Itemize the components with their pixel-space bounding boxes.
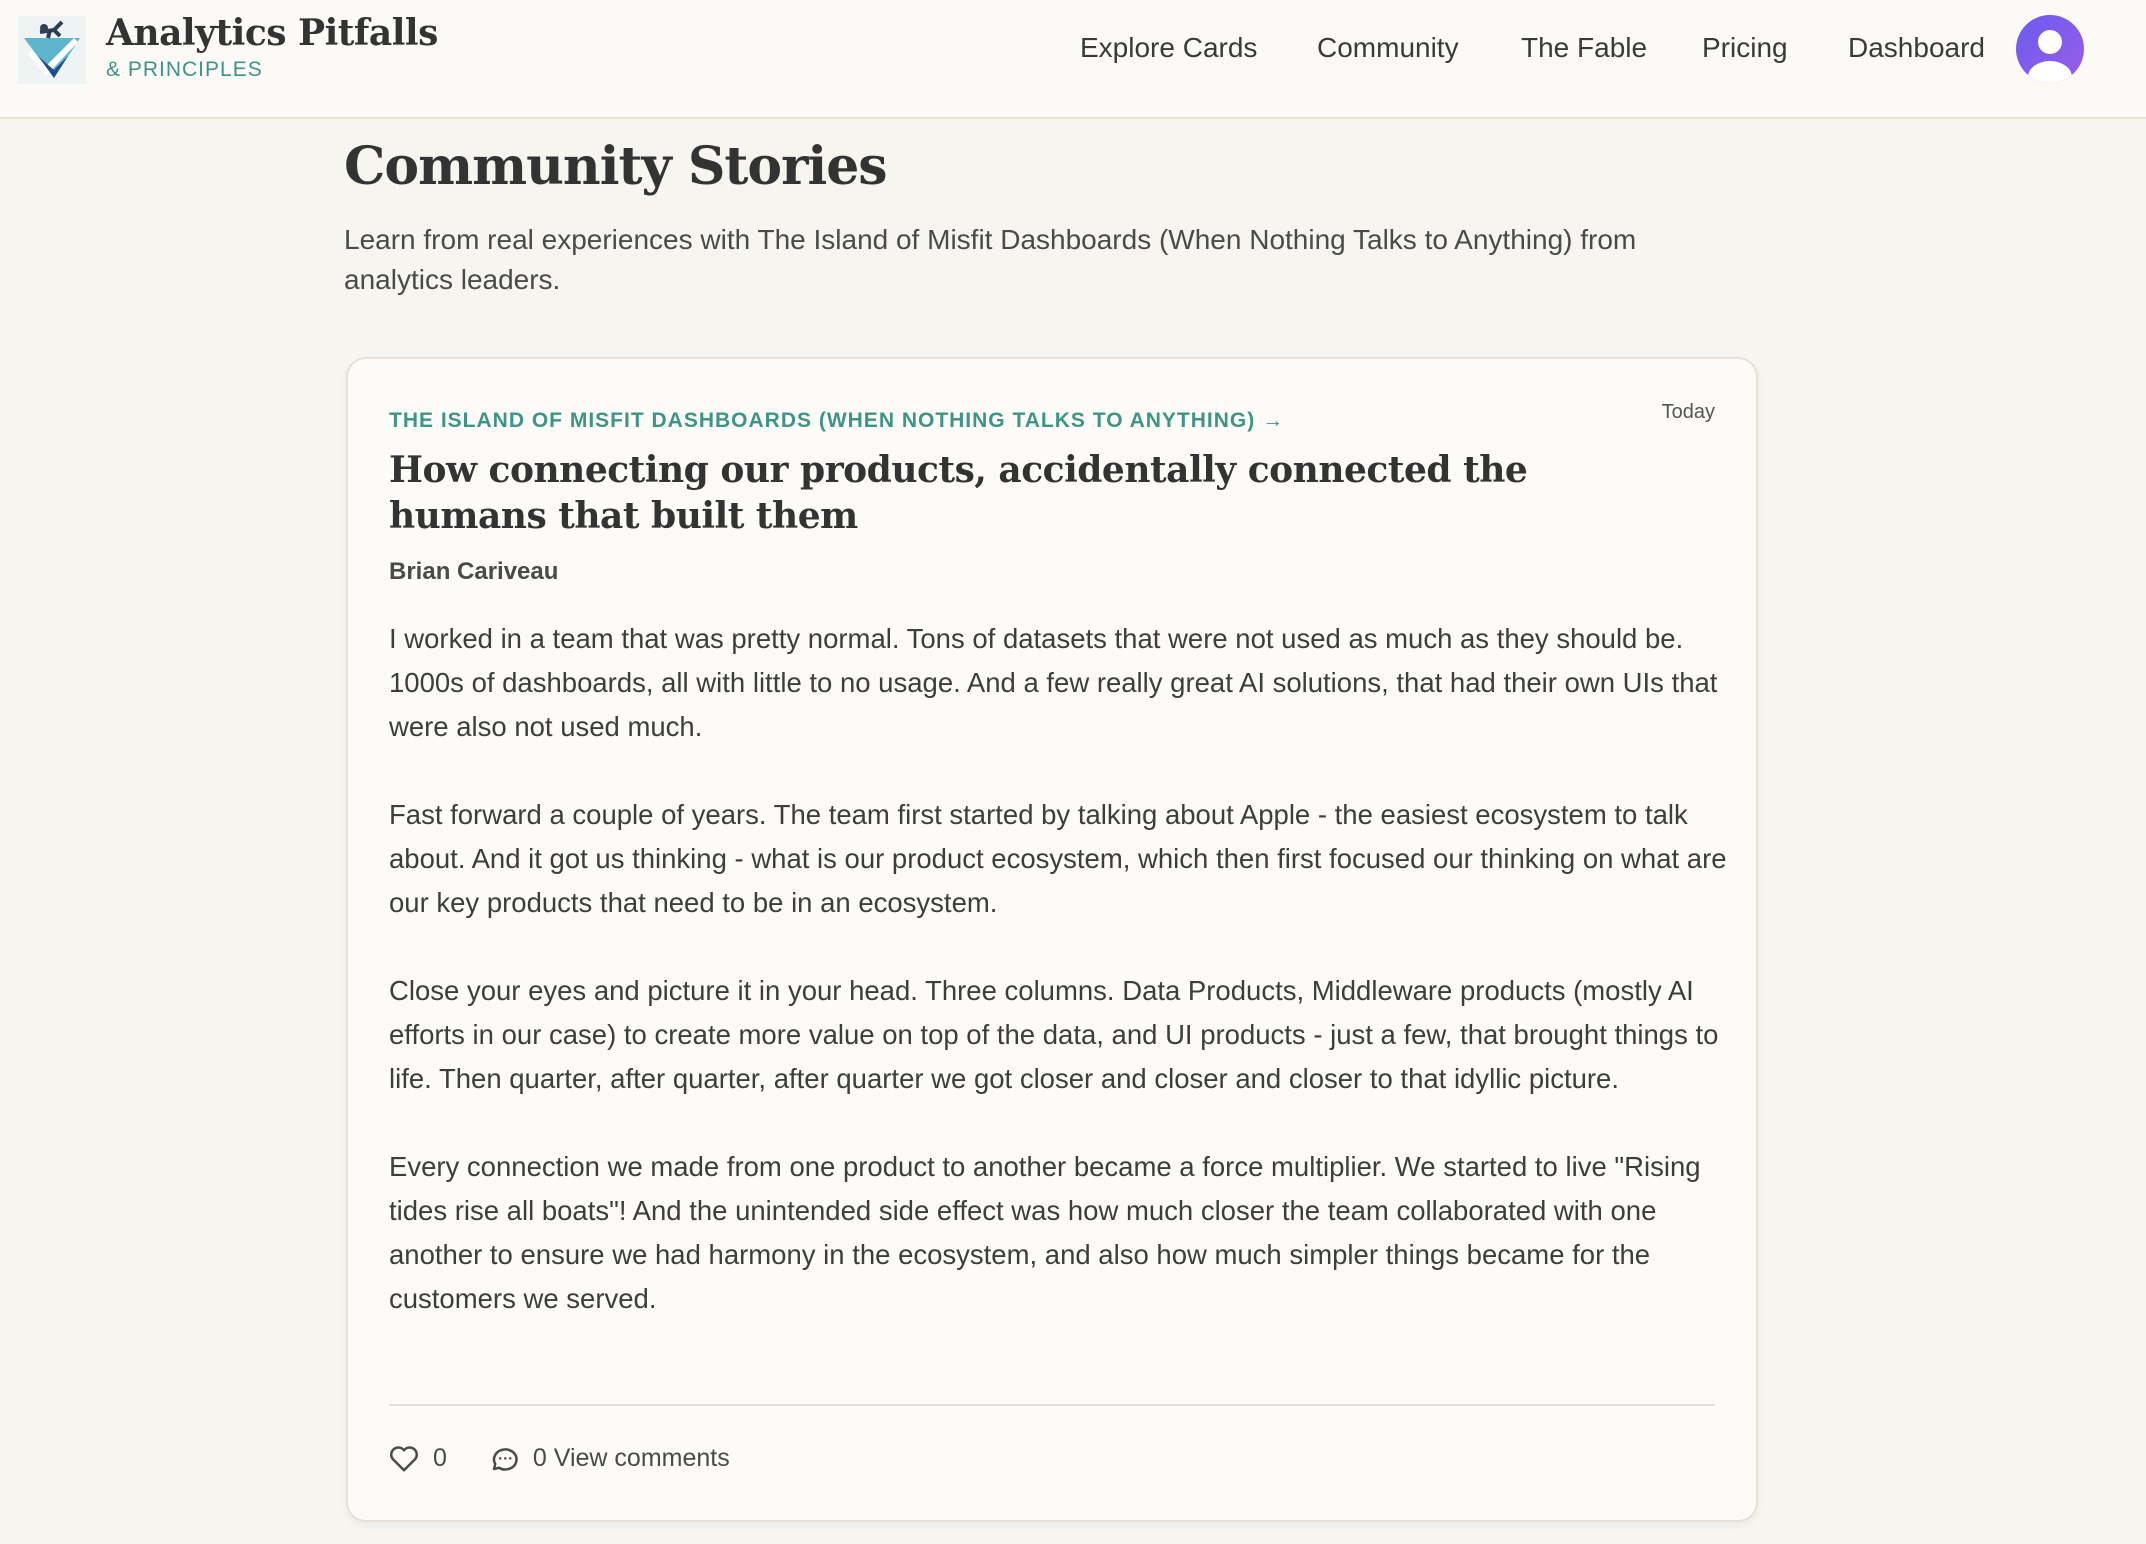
user-icon: [2016, 15, 2084, 83]
nav-pricing[interactable]: Pricing: [1702, 32, 1788, 63]
page-title: Community Stories: [344, 136, 887, 197]
nav-dashboard[interactable]: Dashboard: [1848, 32, 1985, 63]
story-paragraph: Close your eyes and picture it in your head. Three columns. Data Products, Middleware products (mostly AI efforts in our case) to create more value on top of the data, and UI products - just a few, that brought things to life. Then quarter, after quarter, after quarter we got closer and closer and closer to that idyllic picture.: [389, 975, 1719, 1094]
view-comments-button[interactable]: [489, 1444, 730, 1473]
divider: [389, 1404, 1715, 1406]
logo-icon[interactable]: [18, 16, 86, 84]
story-date: Today: [1661, 401, 1715, 423]
brand[interactable]: [106, 12, 438, 82]
story-paragraph: Fast forward a couple of years. The team first started by talking about Apple - the easiest ecosystem to talk about. And it got us thinking - what is our product ecosystem, which then first focused our thinking on what are our key products that need to be in an ecosystem.: [389, 799, 1727, 918]
comment-icon: [489, 1445, 519, 1473]
heart-icon: [389, 1445, 419, 1473]
user-avatar[interactable]: [2016, 15, 2084, 83]
nav-the-fable[interactable]: The Fable: [1521, 32, 1648, 63]
brand-subtitle: & PRINCIPLES: [106, 58, 263, 81]
story-actions: [389, 1444, 772, 1473]
like-button[interactable]: [389, 1444, 447, 1473]
story-paragraph: Every connection we made from one product to another became a force multiplier. We started to live "Rising tides rise all boats"! And the unintended side effect was how much closer the team collaborated with one another to ensure we had harmony in the ecosystem, and also how much simpler things became for the customers we served.: [389, 1151, 1701, 1314]
story-paragraph: I worked in a team that was pretty normal. Tons of datasets that were not used as much as they should be. 1000s of dashboards, all with little to no usage. And a few really great AI solutions, that had their own UIs that were also not used much.: [389, 623, 1718, 742]
story-card: [346, 357, 1758, 1522]
comments-label: 0 View comments: [532, 1444, 730, 1472]
story-title: How connecting our products, accidentally connected the humans that built them: [389, 449, 1528, 537]
nav-community[interactable]: Community: [1317, 32, 1459, 63]
top-navbar: [0, 0, 2146, 119]
page-intro: Learn from real experiences with The Island of Misfit Dashboards (When Nothing Talks to Anything) from analytics leaders.: [344, 224, 1637, 295]
brand-title: Analytics Pitfalls: [106, 12, 438, 54]
story-author: Brian Cariveau: [389, 558, 559, 585]
nav-explore-cards[interactable]: Explore Cards: [1080, 32, 1258, 63]
like-count: 0: [433, 1444, 447, 1472]
story-body: [389, 617, 1729, 1365]
story-category-link[interactable]: THE ISLAND OF MISFIT DASHBOARDS (WHEN NOTHING TALKS TO ANYTHING) →: [389, 409, 1285, 432]
